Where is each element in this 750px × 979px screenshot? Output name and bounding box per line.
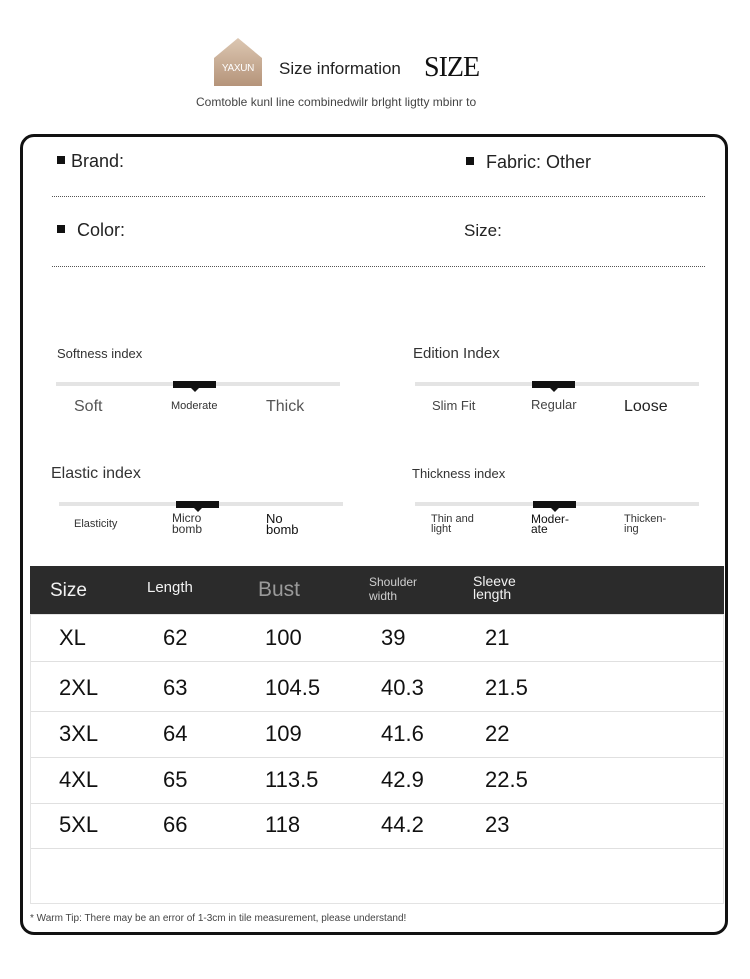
divider bbox=[52, 266, 705, 267]
thickness-option-selected: Moder-ate bbox=[531, 512, 570, 536]
elastic-marker bbox=[176, 501, 219, 508]
cell-bust: 100 bbox=[265, 625, 302, 650]
bullet-icon bbox=[57, 156, 65, 164]
table-row bbox=[31, 665, 723, 712]
cell-sleeve: 22.5 bbox=[485, 767, 528, 792]
color-field bbox=[57, 220, 125, 241]
cell-length: 64 bbox=[163, 721, 188, 746]
thickness-title: Thickness index bbox=[412, 466, 506, 481]
cell-shoulder: 42.9 bbox=[381, 767, 424, 792]
table-row bbox=[31, 615, 723, 662]
cell-size: 2XL bbox=[59, 675, 99, 700]
elastic-option-selected: Micro bomb bbox=[172, 511, 203, 536]
cell-sleeve: 23 bbox=[485, 812, 510, 837]
edition-option-selected: Regular bbox=[531, 397, 577, 412]
logo-house-icon bbox=[214, 38, 262, 86]
softness-option: Soft bbox=[74, 398, 103, 415]
cell-bust: 109 bbox=[265, 721, 302, 746]
divider bbox=[52, 196, 705, 197]
cell-bust: 113.5 bbox=[265, 767, 319, 792]
cell-length: 63 bbox=[163, 675, 188, 700]
header-cell-bust: Bust bbox=[258, 578, 301, 601]
thickness-option: Thicken-ing bbox=[624, 513, 667, 535]
header-size-word: SIZE bbox=[424, 52, 480, 83]
brand-label: Brand: bbox=[71, 151, 125, 171]
size-field bbox=[464, 221, 502, 241]
cell-length: 66 bbox=[163, 812, 188, 837]
table-row bbox=[31, 711, 723, 758]
header-subtitle: Comtoble kunl line combinedwilr brlght ligtty mbinr to bbox=[196, 95, 477, 109]
bullet-icon bbox=[466, 157, 474, 165]
softness-marker bbox=[173, 381, 216, 388]
elastic-option: No bomb bbox=[266, 511, 299, 537]
cell-shoulder: 39 bbox=[381, 625, 406, 650]
logo-text: YAXUN bbox=[221, 63, 255, 74]
header-title: Size information bbox=[279, 59, 401, 78]
cell-sleeve: 21.5 bbox=[485, 675, 528, 700]
cell-size: 4XL bbox=[59, 767, 99, 792]
table-row bbox=[31, 757, 723, 804]
elastic-title: Elastic index bbox=[51, 465, 141, 482]
edition-option: Slim Fit bbox=[432, 398, 476, 413]
thickness-marker bbox=[533, 501, 576, 508]
header-cell-size: Size bbox=[50, 580, 87, 601]
cell-sleeve: 21 bbox=[485, 625, 510, 650]
edition-option: Loose bbox=[624, 398, 668, 415]
cell-length: 62 bbox=[163, 625, 188, 650]
brand-logo bbox=[214, 38, 262, 86]
table-row bbox=[31, 802, 723, 849]
color-label: Color: bbox=[77, 220, 126, 240]
softness-title: Softness index bbox=[57, 346, 143, 361]
softness-option-selected: Moderate bbox=[171, 400, 218, 412]
header-cell-sleeve-length: Sleeve length bbox=[473, 573, 516, 602]
cell-bust: 104.5 bbox=[265, 675, 321, 700]
size-table-header bbox=[30, 566, 724, 614]
cell-length: 65 bbox=[163, 767, 188, 792]
cell-shoulder: 44.2 bbox=[381, 812, 424, 837]
cell-shoulder: 40.3 bbox=[381, 675, 424, 700]
cell-size: 3XL bbox=[59, 721, 99, 746]
cell-sleeve: 22 bbox=[485, 721, 510, 746]
fabric-field bbox=[466, 152, 591, 173]
cell-size: 5XL bbox=[59, 812, 99, 837]
header-cell-length: Length bbox=[147, 579, 193, 596]
cell-shoulder: 41.6 bbox=[381, 721, 424, 746]
warm-tip: * Warm Tip: There may be an error of 1-3cm in tile measurement, please understand! bbox=[30, 913, 407, 924]
size-label: Size: bbox=[464, 221, 502, 240]
bullet-icon bbox=[57, 225, 65, 233]
thickness-option: Thin and light bbox=[431, 513, 474, 535]
cell-size: XL bbox=[59, 625, 86, 650]
edition-title: Edition Index bbox=[413, 345, 500, 362]
brand-field bbox=[57, 151, 124, 172]
softness-option: Thick bbox=[266, 398, 305, 415]
fabric-label: Fabric: Other bbox=[486, 152, 592, 172]
header-cell-shoulder-width: Shoulder width bbox=[369, 575, 418, 603]
cell-bust: 118 bbox=[265, 812, 301, 837]
size-table-body bbox=[30, 614, 724, 904]
edition-marker bbox=[532, 381, 575, 388]
elastic-option: Elasticity bbox=[74, 518, 118, 530]
